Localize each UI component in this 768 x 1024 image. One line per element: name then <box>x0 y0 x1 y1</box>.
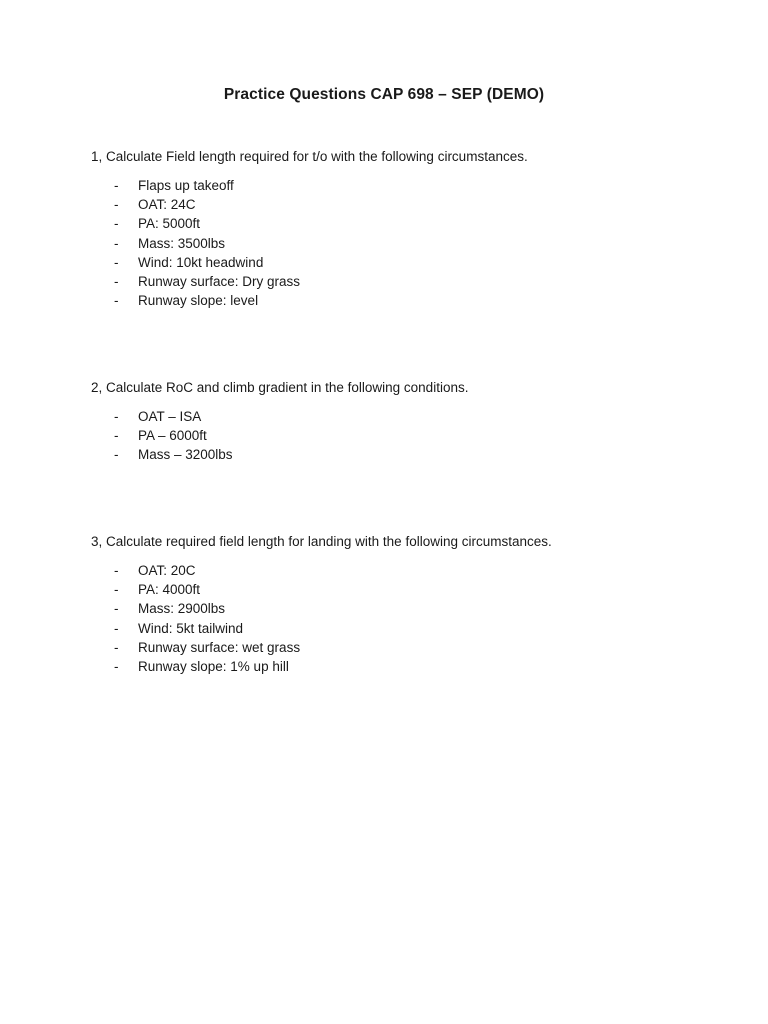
question-1 <box>91 147 731 310</box>
condition-text: Mass – 3200lbs <box>138 447 233 463</box>
condition-text: Runway slope: 1% up hill <box>138 658 289 674</box>
condition-text: Runway surface: Dry grass <box>138 273 301 289</box>
condition-text: Runway slope: level <box>138 293 259 309</box>
page-title: Practice Questions CAP 698 – SEP (DEMO) <box>223 86 545 103</box>
question-text: 2, Calculate RoC and climb gradient in the following conditions. <box>91 380 469 395</box>
bullet-dash: - <box>114 620 119 636</box>
list-item <box>91 272 731 291</box>
condition-text: Mass: 3500lbs <box>138 235 226 251</box>
condition-list <box>91 561 731 676</box>
list-item <box>91 214 731 233</box>
list-item <box>91 638 731 657</box>
condition-text: PA: 5000ft <box>138 216 201 232</box>
bullet-dash: - <box>114 447 119 463</box>
list-item <box>91 407 731 426</box>
condition-text: OAT – ISA <box>138 409 202 424</box>
condition-text: OAT: 24C <box>138 197 196 213</box>
list-item <box>91 445 731 464</box>
bullet-dash: - <box>114 235 119 251</box>
bullet-dash: - <box>114 428 119 444</box>
bullet-dash: - <box>114 658 119 674</box>
condition-text: PA: 4000ft <box>138 582 201 598</box>
list-item <box>91 234 731 253</box>
bullet-dash: - <box>114 273 119 289</box>
bullet-dash: - <box>114 197 119 213</box>
condition-text: PA – 6000ft <box>138 428 207 444</box>
bullet-dash: - <box>114 409 119 424</box>
condition-text: Mass: 2900lbs <box>138 601 226 617</box>
list-item <box>91 599 731 618</box>
list-item <box>91 619 731 638</box>
condition-list <box>91 176 731 310</box>
bullet-dash: - <box>114 254 119 270</box>
bullet-dash: - <box>114 563 119 578</box>
question-text: 3, Calculate required field length for landing with the following circumstances. <box>91 534 552 549</box>
condition-text: Flaps up takeoff <box>138 178 234 193</box>
bullet-dash: - <box>114 601 119 617</box>
bullet-dash: - <box>114 293 119 309</box>
condition-text: OAT: 20C <box>138 563 196 578</box>
question-3 <box>91 532 731 676</box>
bullet-dash: - <box>114 216 119 232</box>
condition-list <box>91 407 731 465</box>
list-item <box>91 561 731 580</box>
bullet-dash: - <box>114 582 119 598</box>
question-2 <box>91 378 731 465</box>
list-item <box>91 291 731 310</box>
list-item <box>91 580 731 599</box>
bullet-dash: - <box>114 178 119 193</box>
list-item <box>91 657 731 676</box>
bullet-dash: - <box>114 639 119 655</box>
question-text: 1, Calculate Field length required for t/o with the following circumstances. <box>91 149 528 164</box>
condition-text: Wind: 5kt tailwind <box>138 620 244 636</box>
list-item <box>91 195 731 214</box>
list-item <box>91 176 731 195</box>
list-item <box>91 253 731 272</box>
list-item <box>91 426 731 445</box>
condition-text: Wind: 10kt headwind <box>138 254 264 270</box>
condition-text: Runway surface: wet grass <box>138 639 301 655</box>
